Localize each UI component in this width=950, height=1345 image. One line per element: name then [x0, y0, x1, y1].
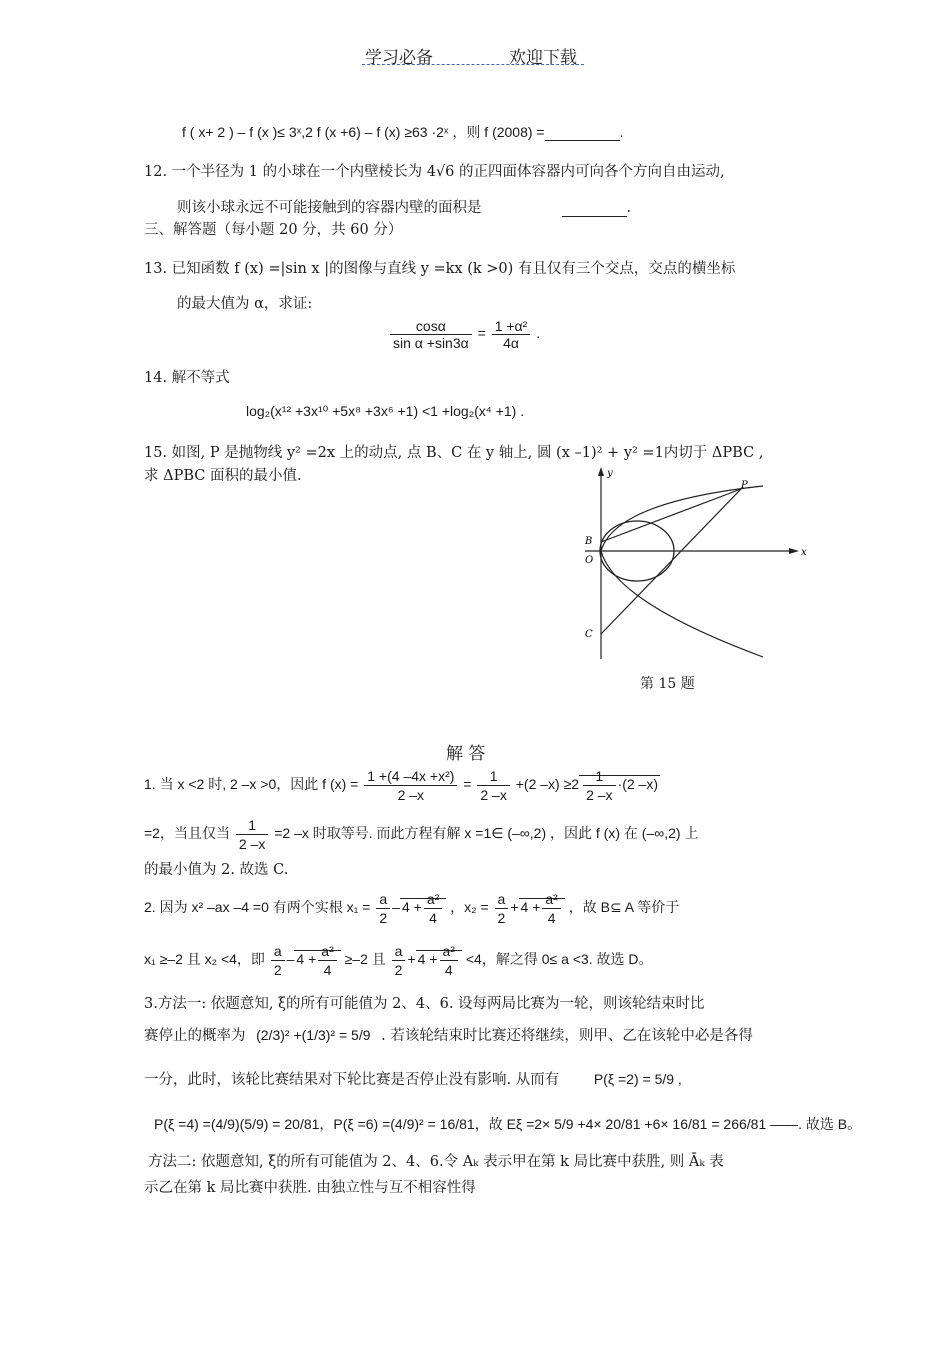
answer-2-line2: x₁ ≥–2 且 x₂ <4，即 $\frac{a}{2}$ – 4 + $\frac{\text{a²}}{4}$ ≥–2 且 $\frac{a}{2}$ + 4 + $\frac{\text{a²}}{4}$ <4，解之得 0≤ a <3. 故选 D。 [144, 943, 653, 978]
answer-1-line2: =2，当且仅当 $\frac{1}{2 -x}$ =2 –x 时取等号. 而此方程有解 x =1∈ (–∞,2) ，因此 f (x) 在 (–∞,2) 上 [144, 817, 699, 852]
q13-frac-left: $\frac{\cos\alpha}{\text{sin α +sin3α}}$ [390, 318, 472, 351]
label-P: P [741, 480, 748, 491]
answer-3-line2: 赛停止的概率为 (2/3)² +(1/3)² = 5/9 . 若该轮结束时比赛还将继续，则甲、乙在该轮中必是各得 [144, 1027, 753, 1044]
answer-1-line3: 的最小值为 2. 故选 C. [144, 862, 289, 878]
side-PC [601, 489, 741, 634]
label-C: C [585, 629, 593, 640]
answer-3-line3: 一分，此时，该轮比赛结果对下轮比赛是否停止没有影响. 从而有 P(ξ =2) = 5/9 , [144, 1071, 682, 1088]
q13-frac-right: $\frac{\text{1 +α²}}{4\alpha}$ [492, 318, 531, 351]
header-left: 学习必备 [365, 48, 433, 68]
q14-line1: 14. 解不等式 [144, 370, 230, 386]
answer-2-line1: 2. 因为 x² –ax –4 =0 有两个实根 x₁ = $\frac{a}{2}$ – 4 + $\frac{\text{a²}}{4}$ ，x₂ = $\frac{a}{2}$ + 4 + $\frac{\text{a²}}{4}$ ，故 B⊆ A 等价于 [144, 891, 680, 926]
q14-inequality: log₂(x¹² +3x¹⁰ +5x⁸ +3x⁶ +1) <1 +log₂(x⁴ +1) . [246, 403, 525, 419]
a1-frac-4: $\frac{1}{2 -x}$ [236, 816, 268, 853]
q15-line1: 15. 如图, P 是抛物线 y² =2x 上的动点, 点 B、C 在 y 轴上, 圆 (x –1)² + y² =1内切于 ΔPBC , [144, 445, 764, 461]
answer-1-line1: 1. 当 x <2 时, 2 –x >0，因此 f (x) = $\frac{\text{1 +(4 –4x +x²)}}{2 -x}$ = $\frac{1}{2 -x}$ +(2 –x) ≥2 $\frac{1}{2 -x}$ ·(2 –x) [144, 768, 658, 803]
answer-3-line5: 方法二: 依题意知, ξ的所有可能值为 2、4、6.令 Aₖ 表示甲在第 k 局比赛中获胜, 则 Āₖ 表 [148, 1154, 724, 1170]
q12-end: . [626, 200, 632, 216]
y-axis-arrow [598, 467, 604, 476]
q13-line2: 的最大值为 α，求证: [177, 296, 313, 312]
x-axis-arrow [789, 548, 799, 554]
q11-answer-blank [545, 124, 620, 141]
answer-3-line4: P(ξ =4) =(4/9)(5/9) = 20/81，P(ξ =6) =(4/9)² = 16/81，故 Eξ =2× 5/9 +4× 20/81 +6× 16/81 = 266/81 ——. 故选 B。 [154, 1116, 862, 1132]
q15-figure [575, 462, 815, 667]
section-3-heading: 三、解答题（每小题 20 分，共 60 分） [144, 222, 403, 238]
label-O: O [585, 555, 594, 566]
figure-caption: 第 15 题 [640, 676, 695, 692]
side-BP [601, 489, 741, 542]
label-y: y [607, 468, 613, 479]
a3-p2: P(ξ =2) = 5/9 , [593, 1071, 682, 1087]
a1-sqrt: $\frac{1}{2 -x}$ ·(2 –x) [579, 775, 660, 792]
answer-3-line6: 示乙在第 k 局比赛中获胜. 由独立性与互不相容性得 [144, 1180, 476, 1196]
answer-3-line1: 3.方法一: 依题意知, ξ的所有可能值为 2、4、6. 设每两局比赛为一轮，则该轮结束时比 [144, 996, 705, 1012]
q12-line2-text: 则该小球永远不可能接触到的容器内壁的面积是 [177, 200, 482, 216]
label-x: x [801, 547, 807, 558]
q13-line1: 13. 已知函数 f (x) =|sin x |的图像与直线 y =kx (k >0) 有且仅有三个交点，交点的横坐标 [144, 261, 736, 277]
q15-line2: 求 ΔPBC 面积的最小值. [144, 468, 302, 484]
header-divider [362, 64, 584, 65]
a1-frac-2: $\frac{1}{2 -x}$ [477, 767, 509, 804]
a1-frac-1: $\frac{\text{1 +(4 –4x +x²)}}{2 -x}$ [364, 767, 457, 804]
q11-text: f ( x+ 2 ) – f (x )≤ 3ˣ,2 f (x +6) – f (x) ≥63 ·2ˣ ，则 f (2008) = [182, 124, 545, 140]
header-right: 欢迎下载 [509, 48, 577, 68]
a3-prob-expr: (2/3)² +(1/3)² = 5/9 [256, 1027, 371, 1043]
q11-end: . [619, 124, 624, 140]
label-B: B [585, 536, 593, 547]
answers-title: 解 答 [446, 744, 486, 764]
a1-frac-3: $\frac{1}{2 -x}$ [583, 767, 615, 804]
q12-line1: 12. 一个半径为 1 的小球在一个内壁棱长为 4√6 的正四面体容器内可向各个方向自由运动, [144, 164, 725, 180]
q12-answer-blank [562, 200, 627, 217]
q11-continuation [182, 122, 624, 142]
q12-line2 [177, 196, 631, 217]
q13-equation: $\frac{\cos\alpha}{\text{sin α +sin3α}}$ = $\frac{\text{1 +α²}}{4\alpha}$ . [388, 318, 540, 351]
